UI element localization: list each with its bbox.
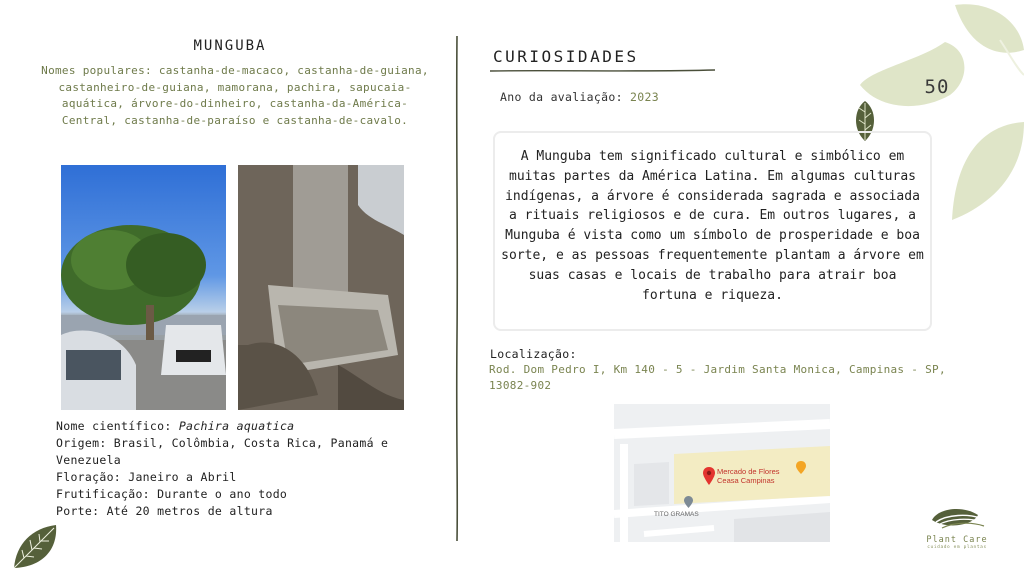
brand-tagline: cuidado em plantas (927, 545, 987, 550)
flowering-line: Floração: Janeiro a Abril (56, 470, 237, 484)
scientific-name-line: Nome científico: Pachira aquatica (56, 419, 295, 433)
title-underline (490, 68, 715, 74)
curiosities-title: CURIOSIDADES (493, 47, 639, 66)
brand-name: Plant Care (926, 535, 988, 545)
location-pin-icon (684, 496, 693, 508)
vertical-divider (455, 36, 459, 541)
size-line: Porte: Até 20 metros de altura (56, 504, 273, 518)
evaluation-year: Ano da avaliação: 2023 (500, 90, 659, 104)
evaluation-year-value: 2023 (630, 90, 659, 104)
location-label: Localização: (490, 347, 577, 361)
tree-photo (61, 165, 226, 410)
location-map[interactable] (614, 404, 830, 542)
plant-name: MUNGUBA (193, 38, 267, 54)
origin-line: Origem: Brasil, Colômbia, Costa Rica, Panamá e Venezuela (56, 436, 389, 467)
leaf-icon (10, 522, 60, 572)
map-secondary-label: TITO GRAMAS (654, 511, 699, 518)
food-pin-icon (796, 461, 806, 474)
brand-logo-icon (918, 500, 998, 560)
plant-facts (56, 418, 416, 520)
page-number: 50 (924, 76, 950, 98)
map-place-label: Mercado de Flores Ceasa Campinas (717, 467, 780, 485)
fruiting-line: Frutificação: Durante o ano todo (56, 487, 288, 501)
curiosities-text: A Munguba tem significado cultural e simbólico em muitas partes da América Latina. Em algumas culturas indígenas, a árvore é considerada sagrada e associada a rituais religiosos e de cura. Em outros lugares, a Munguba é vista como um símbolo de prosperidade e boa sorte, e as pessoas frequentemente plantam a árvore em suas casas e locais de trabalho para atrair boa fortuna e riqueza. (501, 149, 924, 303)
scientific-name: Pachira aquatica (178, 419, 295, 433)
tree-trunk-photo (238, 165, 404, 410)
location-address: Rod. Dom Pedro I, Km 140 - 5 - Jardim Santa Monica, Campinas - SP, 13082-902 (489, 363, 946, 392)
map-pin-icon (703, 467, 715, 485)
popular-names: Nomes populares: castanha-de-macaco, castanha-de-guiana, castanheiro-de-guiana, mamorana, pachira, sapucaia-aquática, árvore-do-dinheiro, castanha-da-América-Central, castanha-de-paraíso e castanha-de-cavalo. (41, 64, 429, 127)
